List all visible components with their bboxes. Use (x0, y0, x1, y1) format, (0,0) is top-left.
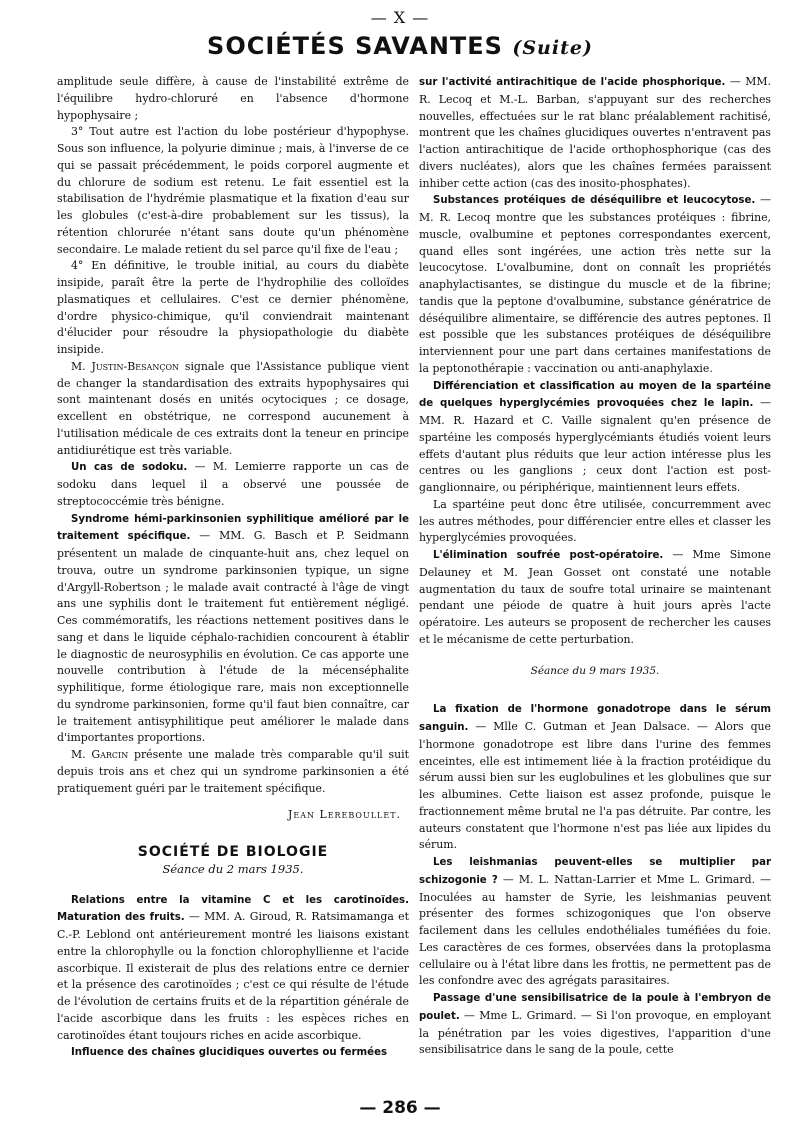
paragraph: La spartéine peut donc être utilisée, concurremment avec les autres méthodes, pour différencier entre elles et classer les hyperglycémies provoquées. (419, 497, 771, 545)
paragraph: 3° Tout autre est l'action du lobe postérieur d'hypophyse. Sous son influence, la polyurie diminue ; mais, à l'inverse de ce qui se passait précédemment, le poids corporel augmente et du chlorure de sodium est retenu. Le fait essentiel est la stabilisation de l'hydrémie plasmatique et la fixation d'eau sur les globules (c'est-à-dire probablement sur les tissus), la rétention chlorurée n'étant sans doute qu'un phénomène secondaire. Le malade retient du sel parce qu'il fixe de l'eau ; (57, 125, 409, 256)
paragraph-text: — Mme L. Grimard. — Si l'on provoque, en employant la pénétration par les voies digestives, l'apparition d'une sensibilisatrice dans le sang de la poule, cette (419, 1008, 771, 1057)
paragraph (57, 459, 409, 510)
paragraph (57, 1044, 409, 1062)
paragraph-title: Syndrome hémi-parkinsonien syphilitique amélioré par le traitement spécifique. (57, 513, 409, 543)
paragraph (419, 701, 771, 854)
section-date: Séance du 2 mars 1935. (162, 861, 304, 876)
folio: — X — (370, 8, 430, 27)
paragraph (419, 854, 771, 990)
paragraph-text: — M. L. Nattan-Larrier et Mme L. Grimard. — Inoculées au hamster de Syrie, les leishmanias peuvent présenter des formes schizogoniques que l'on observe facilement dans les cellules endothéliales tuméfiées du foie. Les caractères de ces formes, observées dans la protoplasma cellulaire ou à l'état libre dans les frottis, ne permettent pas de les confondre avec des agrégats parasitaires. (419, 872, 772, 988)
paragraph-title: Les leishmanias peuvent-elles se multiplier par schizogonie ? (419, 857, 771, 886)
section-title: SOCIÉTÉ DE BIOLOGIE (137, 844, 329, 860)
paragraph-title: Substances protéiques de déséquilibre et leucocytose. (433, 195, 756, 207)
running-head (0, 32, 800, 60)
paragraph-text: — Mlle C. Gutman et Jean Dalsace. — Alors que l'hormone gonadotrope est libre dans l'urine des femmes enceintes, elle est intimement liée à la fraction protéidique du sérum aussi bien sur les euglobulines et les globulines que sur les albumines. Cette liaison est assez profonde, puisque le fractionnement même brutal ne l'a pas détruite. Par contre, les auteurs constatent que l'hormone n'est pas liée aux lipides du sérum. (419, 720, 771, 852)
signature: Jean Lereboullet. (288, 808, 401, 822)
paragraph-text: présente une malade très comparable qu'il suit depuis trois ans et chez qui un syndrome parkinsonien a été pratiquement guéri par le traitement spécifique. (57, 748, 410, 795)
paragraph-text: signale que l'Assistance publique vient de changer la standardisation des extraits hypophysaires qui sont maintenant dosés en unités ocytociques ; ce dosage, excellent en obstétrique, ne correspond aucunement à l'utilisation médicale de ces extraits dont la teneur en principe antidiurétique est très variable. (57, 359, 409, 457)
paragraph-title: Différenciation et classification au moyen de la spartéine de quelques hyperglycémies provoquées chez le lapin. (419, 380, 771, 410)
paragraph (57, 892, 409, 1045)
paragraph (57, 359, 409, 460)
paragraph (419, 547, 771, 649)
paragraph (419, 74, 771, 192)
paragraph-text: — M. R. Lecoq montre que les substances protéiques : fibrine, muscle, ovalbumine et peptones correspondantes exercent, quand elles sont ingérées, une action très nette sur la leucocytose. L'ovalbumine, dont on connaît les propriétés anaphylactisantes, se distingue du muscle et de la fibrine; tandis que la peptone d'ovalbumine, substance génératrice de déséquilibre alimentaire, se différencie des autres peptones. Il est possible que les substances protéiques de déséquilibre interviennent pour une part dans certaines manifestations de la peptonothérapie : vaccination ou anti-anaphylaxie. (419, 193, 771, 375)
paragraph-title: Relations entre la vitamine C et les carotinoïdes. Maturation des fruits. (57, 894, 409, 924)
paragraph-text: — MM. R. Hazard et C. Vaille signalent qu'en présence de spartéine les composés hyperglycémiants étudiés voient leurs effets d'autant plus réduits que leur action intéresse plus les centres ou les ganglions ; ceux dont l'action est post-ganglionnaire, ou périphérique, maintiennent leurs effets. (419, 396, 771, 494)
paragraph-title: Un cas de sodoku. (71, 462, 188, 474)
paragraph: 4° En définitive, le trouble initial, au cours du diabète insipide, paraît être la perte de l'hydrophilie des colloïdes plasmatiques et cellulaires. C'est ce dernier phénomène, d'ordre physico-chimique, qu'il conviendrait maintenant d'élucider pour résoudre la physiopathologie du diabète insipide. (57, 259, 409, 356)
right-column (419, 74, 771, 1059)
paragraph-text: — MM. R. Lecoq et M.-L. Barban, s'appuyant sur des recherches nouvelles, effectuées sur le rat blanc préalablement rachitisé, montrent que les chaînes glucidiques ouvertes n'entravent pas l'action antirachitique de l'acide orthophosphorique (cas des divers nucléates), alors que les chaînes fermées paraissent inhiber cette action (cas des inosito-phosphates). (419, 75, 771, 190)
paragraph-title: L'élimination soufrée post-opératoire. (433, 550, 664, 561)
page-number: — 286 — (359, 1098, 441, 1118)
running-head-title: SOCIÉTÉS SAVANTES (207, 32, 503, 60)
paragraph-title: sur l'activité antirachitique de l'acide phosphorique. (419, 77, 726, 88)
paragraph (57, 511, 409, 748)
paragraph-title: Passage d'une sensibilisatrice de la poule à l'embryon de poulet. (419, 993, 771, 1022)
seance-date: Séance du 9 mars 1935. (530, 664, 660, 677)
running-head-suite: (Suite) (512, 37, 593, 59)
paragraph-text: — MM. A. Giroud, R. Ratsimamanga et C.-P. Leblond ont antérieurement montré les liaisons existant entre la chlorophylle ou la fonction chlorophyllienne et l'acide ascorbique. Il existerait de plus des relations entre ce dernier et la présence des carotinoïdes ; c'est ce qui résulte de l'étude de l'évolution de certains fruits et de la répartition générale de l'acide ascorbique dans les fruits : les espèces riches en carotinoïdes étant toujours riches en acide ascorbique. (57, 910, 409, 1042)
paragraph-text: — Mme Simone Delauney et M. Jean Gosset ont constaté une notable augmentation du taux de soufre total urinaire se maintenant pendant une péiode de quatre à huit jours après l'acte opératoire. Les auteurs se proposent de rechercher les causes et le mécanisme de cette perturbation. (419, 548, 771, 646)
paragraph-text: — M. Lemierre rapporte un cas de sodoku dans lequel il a observé une poussée de streptococcémie très bénigne. (57, 460, 409, 508)
paragraph: amplitude seule diffère, à cause de l'instabilité extrême de l'équilibre hydro-chloruré en l'absence d'hormone hypophysaire ; (57, 75, 409, 122)
paragraph-title: Influence des chaînes glucidiques ouvertes ou fermées (71, 1047, 388, 1059)
left-column (57, 74, 409, 1062)
author-name: M. Justin-Besançon (71, 359, 180, 373)
paragraph (419, 192, 771, 377)
paragraph-title: La fixation de l'hormone gonadotrope dans le sérum sanguin. (419, 704, 771, 733)
paragraph (57, 747, 409, 797)
paragraph (419, 378, 771, 497)
paragraph (419, 990, 771, 1059)
author-name: M. Garcin (71, 748, 129, 761)
paragraph-text: — MM. G. Basch et P. Seidmann présentent un malade de cinquante-huit ans, chez lequel on trouva, outre un syndrome parkinsonien typique, un signe d'Argyll-Robertson ; le malade avait contracté à l'âge de vingt ans une syphilis dont le traitement fut entièrement négligé. Ces commémoratifs, les réactions nettement positives dans le sang et dans le liquide céphalo-rachidien concourent à établir le diagnostic de neurosyphilis en évolution. Ce cas apporte une nouvelle contribution à l'étude de la mécenséphalite syphilitique, forme étiologique rare, mais non exceptionnelle du syndrome parkinsonien, forme qu'il faut bien connaître, car le traitement antisyphilitique peut améliorer le malade dans d'importantes proportions. (57, 529, 409, 745)
